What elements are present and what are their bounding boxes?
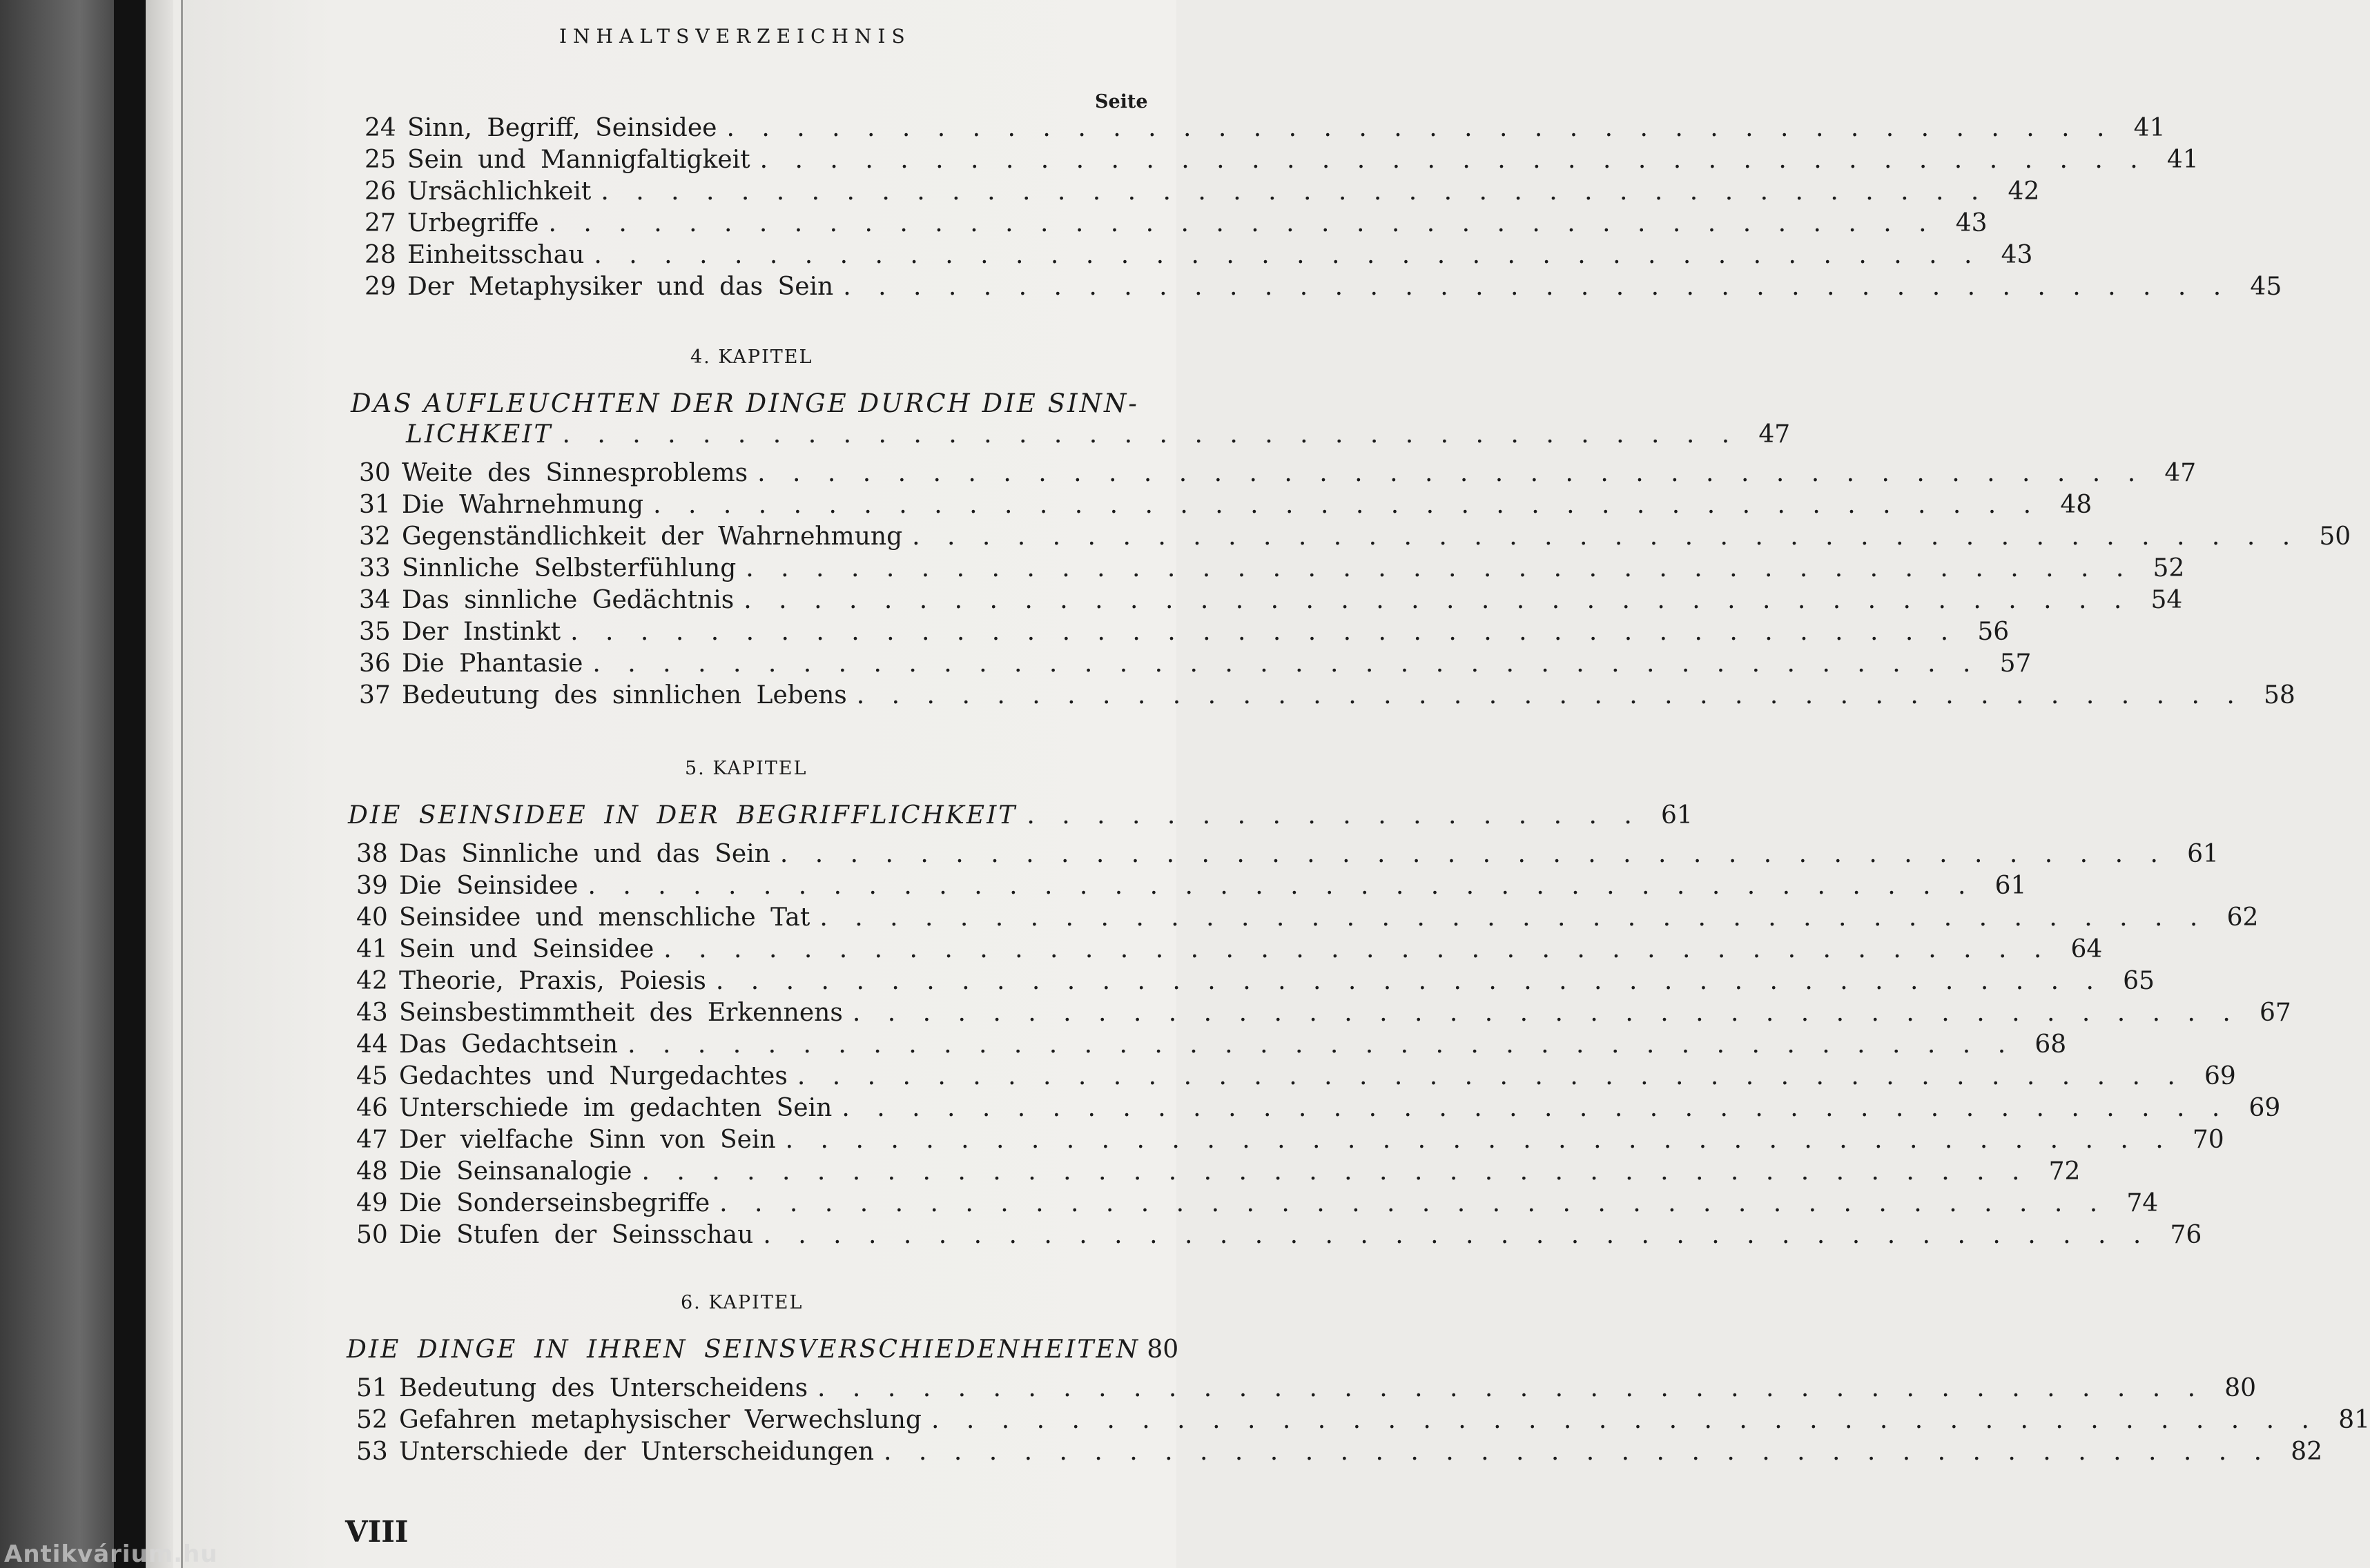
toc-entry-title: Die Wahrnehmung <box>402 491 644 519</box>
leader-dots: . . . . . . . . . . . . . . . . . . . . . . . . . . . . . . . . . . . . . . . . <box>744 586 2132 614</box>
chapter-4-label: 4. KAPITEL <box>690 346 813 368</box>
toc-entry-number: 53 <box>356 1438 388 1466</box>
chapter-4-heading-line1: DAS AUFLEUCHTEN DER DINGE DURCH DIE SINN- <box>351 389 1139 418</box>
toc-entry-page: 43 <box>2001 241 2033 269</box>
toc-entry <box>359 553 2185 584</box>
leader-dots: . . . . . . . . . . . . . . . . . . . . . . . . . . . . . . . . . . . . . . . . <box>842 1094 2230 1122</box>
leader-dots: . . . . . . . . . . . . . . . . . . . . . . . . . . . . . . . . . . . . . . . . <box>797 1062 2185 1090</box>
toc-entry <box>356 1157 2081 1187</box>
toc-entry-title: Der vielfache Sinn von Sein <box>399 1126 776 1154</box>
toc-entry-title: Das sinnliche Gedächtnis <box>402 586 735 614</box>
toc-entry-title: Urbegriffe <box>407 209 539 237</box>
toc-entry-number: 50 <box>356 1221 388 1249</box>
toc-entry-number: 48 <box>356 1157 388 1186</box>
toc-entry <box>359 649 2032 679</box>
chapter-5-label: 5. KAPITEL <box>685 758 808 779</box>
toc-entry-title: Sinn, Begriff, Seinsidee <box>407 114 717 142</box>
leader-dots: . . . . . . . . . . . . . . . . . . . . . . . . . . . . . . . . . . . . . . . . <box>757 459 2146 487</box>
chapter-4-heading-row <box>351 420 1791 450</box>
toc-entry-number: 52 <box>356 1406 388 1434</box>
toc-entry-page: 64 <box>2070 935 2103 963</box>
toc-entry-page: 62 <box>2226 903 2259 932</box>
toc-entry-number: 38 <box>356 840 388 868</box>
toc-entry-number: 31 <box>359 491 391 519</box>
toc-entry-page: 80 <box>2224 1374 2257 1402</box>
toc-entry-number: 37 <box>359 681 391 709</box>
toc-entry-page: 50 <box>2319 522 2351 551</box>
leader-dots: . . . . . . . . . . . . . . . . . . . . . . . . . . . . . . . . . . . . . . . . <box>592 649 1981 678</box>
toc-entry <box>365 240 2033 271</box>
chapter-4-heading-page: 47 <box>1758 420 1791 449</box>
chapter-5-heading-row <box>348 801 1693 831</box>
leader-dots: . . . . . . . . . . . . . . . . . . . . . . . . . . . . . . . . . . . . . . . . <box>843 273 2231 301</box>
toc-entry-number: 42 <box>356 967 388 995</box>
toc-entry <box>365 113 2166 144</box>
chapter-4-heading-line2: LICHKEIT <box>406 420 553 449</box>
chapter-6-heading-row <box>347 1335 1179 1365</box>
toc-entry <box>356 1405 2370 1435</box>
toc-entry-title: Unterschiede im gedachten Sein <box>399 1094 833 1122</box>
chapter-5-heading-page: 61 <box>1661 801 1693 830</box>
leader-dots: . . . . . . . . . . . . . . . . . . . . . . . . . . . . . . . . . . . . . . . . <box>587 872 1976 900</box>
toc-entry-title: Die Sonderseinsbegriffe <box>399 1189 710 1217</box>
toc-entry-number: 45 <box>356 1062 388 1090</box>
toc-entry <box>356 903 2259 933</box>
toc-entry-page: 68 <box>2034 1030 2067 1059</box>
toc-entry <box>356 1220 2202 1251</box>
toc-entry-title: Seinsidee und menschliche Tat <box>399 903 810 932</box>
leader-dots: . . . . . . . . . . . . . . . . . . . . . . . . . . . . . . . . . . . . . . . . <box>912 522 2300 551</box>
toc-entry <box>356 839 2219 870</box>
toc-entry-page: 69 <box>2248 1094 2281 1122</box>
toc-entry-number: 40 <box>356 903 388 932</box>
toc-entry-title: Einheitsschau <box>407 241 585 269</box>
toc-entry-number: 35 <box>359 618 391 646</box>
toc-entry-page: 57 <box>1999 649 2032 678</box>
toc-entry-page: 72 <box>2048 1157 2081 1186</box>
toc-entry-page: 56 <box>1977 618 2010 646</box>
toc-entry-title: Die Seinsidee <box>399 872 579 900</box>
toc-entry-page: 81 <box>2338 1406 2370 1434</box>
toc-entry-number: 34 <box>359 586 391 614</box>
toc-entry-title: Sinnliche Selbsterfühlung <box>402 554 737 582</box>
toc-entry-number: 26 <box>365 177 396 206</box>
chapter-6-heading-page: 80 <box>1147 1335 1179 1364</box>
toc-entry-title: Sein und Seinsidee <box>399 935 654 963</box>
toc-entry-title: Theorie, Praxis, Poiesis <box>399 967 706 995</box>
leader-dots: . . . . . . . . . . . . . . . . . . . . . . . . . . . . . . . . . . . . . . . . <box>663 935 2052 963</box>
toc-entry-title: Die Seinsanalogie <box>399 1157 632 1186</box>
toc-entry-number: 27 <box>365 209 396 237</box>
toc-entry <box>365 272 2282 302</box>
leader-dots: . . . . . . . . . . . . . . . . . . . . . . . . . . . . . . . . . . . . . . . . <box>594 241 1982 269</box>
toc-entry-page: 76 <box>2170 1221 2202 1249</box>
toc-entry-number: 43 <box>356 999 388 1027</box>
toc-entry-number: 33 <box>359 554 391 582</box>
toc-entry <box>356 1373 2257 1404</box>
leader-dots: . . . . . . . . . . . . . . . . . . . . . . . . . . . . . . . . . . . . . . . . <box>715 967 2104 995</box>
toc-entry <box>359 680 2295 711</box>
leader-dots: . . . . . . . . . . . . . . . . . . . . . . . . . . . . . . . . . . . . . . . . <box>856 681 2244 709</box>
toc-entry <box>365 208 1988 239</box>
toc-entry-number: 36 <box>359 649 391 678</box>
toc-entry-page: 65 <box>2123 967 2155 995</box>
toc-entry-page: 42 <box>2008 177 2040 206</box>
leader-dots: . . . . . . . . . . . . . . . . . . . . . . . . . . . . . . . . . . . . . . . . <box>719 1189 2108 1217</box>
toc-entry-page: 41 <box>2133 114 2166 142</box>
toc-entry-title: Die Phantasie <box>402 649 583 678</box>
toc-entry <box>356 998 2291 1028</box>
toc-entry-title: Das Gedachtsein <box>399 1030 619 1059</box>
toc-entry-number: 28 <box>365 241 396 269</box>
leader-dots: . . . . . . . . . . . . . . . . . . . . . . . . . . . . . . . . . . . . . . . . <box>785 1126 2173 1154</box>
page-column-label: Seite <box>1095 91 1148 112</box>
leader-dots: . . . . . . . . . . . . . . . . . . . . . . . . . . . . . . . . . . . . . . . . <box>641 1157 2030 1186</box>
toc-entry-page: 70 <box>2192 1126 2224 1154</box>
toc-entry <box>356 1437 2323 1467</box>
page-folio: VIII <box>345 1515 409 1549</box>
toc-entry-page: 41 <box>2166 146 2199 174</box>
toc-entry-page: 67 <box>2260 999 2291 1027</box>
toc-entry-number: 30 <box>359 459 391 487</box>
leader-dots: . . . . . . . . . . . . . . . . . . . . . . . . . . . . . . . . . . . . . . . . <box>628 1030 2016 1059</box>
leader-dots: . . . . . . . . . . . . . . . . . . . . . . . . . . . . . . . . . . . . . . . . <box>759 146 2148 174</box>
leader-dots: . . . . . . . . . . . . . . . . . . . . . . . . . . . . . . . . . . . . . . . . <box>548 209 1936 237</box>
toc-entry-page: 61 <box>1994 872 2027 900</box>
leader-dots: . . . . . . . . . . . . . . . . . . . . . . . . . . . . . . . . . . . . . . . . <box>852 999 2240 1027</box>
leader-dots: . . . . . . . . . . . . . . . . . . . . . . . . . . . . . . . . . . . . . . . . <box>763 1221 2151 1249</box>
toc-entry-title: Ursächlichkeit <box>407 177 592 206</box>
toc-entry-title: Der Metaphysiker und das Sein <box>407 273 834 301</box>
toc-entry-title: Gefahren metaphysischer Verwechslung <box>399 1406 922 1434</box>
book-spine <box>114 0 146 1568</box>
toc-entry-page: 54 <box>2150 586 2183 614</box>
toc-entry <box>356 1188 2159 1219</box>
leader-dots: . . . . . . . . . . . . . . . . . . . . . . . . . . . . . . . . . . . . . . . . <box>884 1438 2272 1466</box>
toc-entry-page: 82 <box>2291 1438 2323 1466</box>
toc-entry-title: Gegenständlichkeit der Wahrnehmung <box>402 522 903 551</box>
toc-entry-number: 32 <box>359 522 391 551</box>
toc-entry <box>365 145 2199 175</box>
toc-entry <box>356 871 2027 901</box>
toc-entry-page: 48 <box>2060 491 2092 519</box>
toc-entry-title: Gedachtes und Nurgedachtes <box>399 1062 788 1090</box>
leader-dots: . . . . . . . . . . . . . . . . . . . . . . . . . . . . . . . . . . . . . . . . <box>931 1406 2319 1434</box>
chapter-6-heading: DIE DINGE IN IHREN SEINSVERSCHIEDENHEITEN <box>347 1335 1140 1364</box>
leader-dots: . . . . . . . . . . . . . . . . . . . . . . . . . . . . . . . . . . <box>562 420 1740 449</box>
toc-entry-page: 52 <box>2153 554 2185 582</box>
toc-entry <box>356 1061 2236 1092</box>
toc-entry <box>359 458 2197 489</box>
toc-entry-number: 39 <box>356 872 388 900</box>
toc-entry <box>359 490 2092 520</box>
toc-entry <box>356 934 2103 965</box>
toc-entry <box>356 1125 2224 1155</box>
toc-entry-page: 43 <box>1955 209 1988 237</box>
toc-entry-page: 47 <box>2164 459 2197 487</box>
toc-entry-number: 51 <box>356 1374 388 1402</box>
leader-dots: . . . . . . . . . . . . . . . . . . . . . . . . . . . . . . . . . . . . . . . . <box>570 618 1959 646</box>
leader-dots: . . . . . . . . . . . . . . . . . . <box>1027 801 1642 830</box>
toc-entry-page: 74 <box>2126 1189 2159 1217</box>
toc-entry-number: 49 <box>356 1189 388 1217</box>
leader-dots: . . . . . . . . . . . . . . . . . . . . . . . . . . . . . . . . . . . . . . . . <box>779 840 2168 868</box>
leader-dots: . . . . . . . . . . . . . . . . . . . . . . . . . . . . . . . . . . . . . . . . <box>653 491 2041 519</box>
toc-entry-title: Bedeutung des sinnlichen Lebens <box>402 681 847 709</box>
toc-entry <box>359 617 2010 647</box>
leader-dots: . . . . . . . . . . . . . . . . . . . . . . . . . . . . . . . . . . . . . . . . <box>817 1374 2206 1402</box>
toc-entry-title: Seinsbestimmtheit des Erkennens <box>399 999 843 1027</box>
toc-entry-number: 44 <box>356 1030 388 1059</box>
toc-entry <box>365 177 2040 207</box>
book-edge <box>0 0 114 1568</box>
toc-entry-title: Weite des Sinnesproblems <box>402 459 748 487</box>
page-gutter <box>146 0 173 1568</box>
running-head: INHALTSVERZEICHNIS <box>559 25 911 48</box>
toc-entry-number: 24 <box>365 114 396 142</box>
toc-entry <box>359 585 2183 616</box>
leader-dots: . . . . . . . . . . . . . . . . . . . . . . . . . . . . . . . . . . . . . . . . <box>746 554 2134 582</box>
leader-dots: . . . . . . . . . . . . . . . . . . . . . . . . . . . . . . . . . . . . . . . . <box>726 114 2115 142</box>
toc-entry-page: 61 <box>2187 840 2219 868</box>
watermark: Antikvárium.hu <box>4 1540 218 1568</box>
toc-entry <box>356 966 2155 997</box>
toc-entry-number: 47 <box>356 1126 388 1154</box>
chapter-6-label: 6. KAPITEL <box>681 1292 804 1313</box>
toc-entry-title: Das Sinnliche und das Sein <box>399 840 770 868</box>
toc-entry <box>359 522 2351 552</box>
toc-entry-page: 45 <box>2250 273 2282 301</box>
leader-dots: . . . . . . . . . . . . . . . . . . . . . . . . . . . . . . . . . . . . . . . . <box>819 903 2208 932</box>
toc-entry-number: 25 <box>365 146 396 174</box>
toc-entry-title: Der Instinkt <box>402 618 561 646</box>
toc-entry-title: Unterschiede der Unterscheidungen <box>399 1438 875 1466</box>
toc-entry-page: 58 <box>2264 681 2295 709</box>
toc-entry-title: Bedeutung des Unterscheidens <box>399 1374 808 1402</box>
toc-entry-number: 41 <box>356 935 388 963</box>
toc-entry-page: 69 <box>2204 1062 2236 1090</box>
toc-entry <box>356 1093 2281 1124</box>
chapter-5-heading: DIE SEINSIDEE IN DER BEGRIFFLICHKEIT <box>348 801 1018 830</box>
toc-entry-title: Sein und Mannigfaltigkeit <box>407 146 750 174</box>
toc-entry-title: Die Stufen der Seinsschau <box>399 1221 754 1249</box>
leader-dots: . . . . . . . . . . . . . . . . . . . . . . . . . . . . . . . . . . . . . . . . <box>601 177 1989 206</box>
toc-entry <box>356 1030 2067 1060</box>
toc-entry-number: 29 <box>365 273 396 301</box>
toc-entry-number: 46 <box>356 1094 388 1122</box>
